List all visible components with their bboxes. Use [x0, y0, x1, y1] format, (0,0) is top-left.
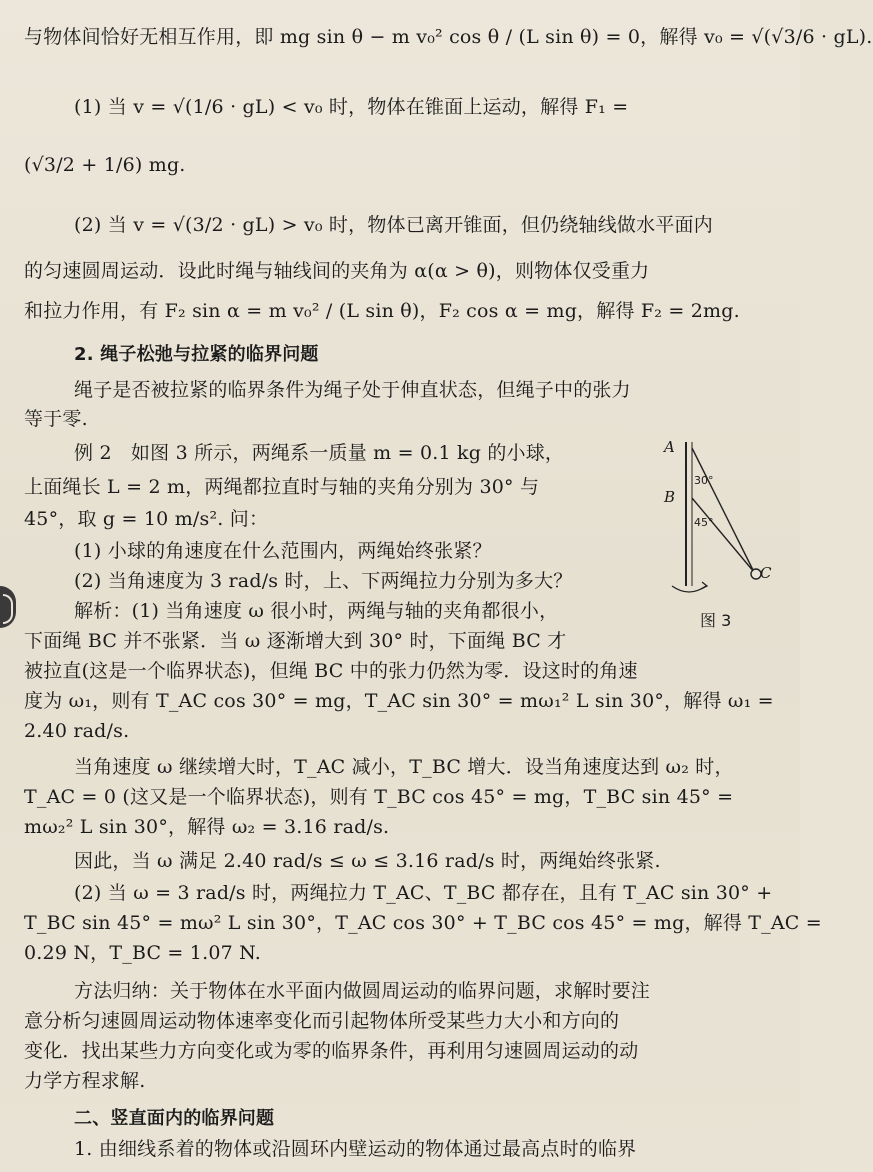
text-line: 2.40 rad/s. — [24, 720, 130, 742]
text-line: 变化．找出某些力方向变化或为零的临界条件，再利用匀速圆周运动的动 — [24, 1040, 639, 1062]
method-summary-line: 方法归纳：关于物体在水平面内做圆周运动的临界问题，求解时要注 — [74, 980, 651, 1002]
text-line: 与物体间恰好无相互作用，即 mg sin θ − m v₀² cos θ / (L sin θ) = 0，解得 v₀ = √(√3/6 · gL). — [24, 26, 873, 48]
figure-3-diagram — [642, 436, 772, 632]
text-line: (1) 当 v = √(1/6 · gL) < v₀ 时，物体在锥面上运动，解得 F₁ = — [74, 96, 629, 118]
text-line: (√3/2 + 1/6) mg. — [24, 154, 186, 176]
text-line: 绳子是否被拉紧的临界条件为绳子处于伸直状态，但绳子中的张力 — [74, 379, 631, 401]
text-line: 意分析匀速圆周运动物体速率变化而引起物体所受某些力大小和方向的 — [24, 1010, 620, 1032]
text-line: 的匀速圆周运动．设此时绳与轴线间的夹角为 α(α > θ)，则物体仅受重力 — [24, 260, 650, 282]
text-line: 1. 由细线系着的物体或沿圆环内壁运动的物体通过最高点时的临界 — [74, 1138, 637, 1160]
section-heading: 二、竖直面内的临界问题 — [74, 1108, 275, 1129]
text-line: 度为 ω₁，则有 T_AC cos 30° = mg，T_AC sin 30° = mω₁² L sin 30°，解得 ω₁ = — [24, 690, 774, 712]
text-line: T_BC sin 45° = mω² L sin 30°，T_AC cos 30° + T_BC cos 45° = mg，解得 T_AC = — [24, 912, 822, 934]
text-line: (2) 当 v = √(3/2 · gL) > v₀ 时，物体已离开锥面，但仍绕轴线做水平面内 — [74, 214, 713, 236]
text-line: 上面绳长 L = 2 m，两绳都拉直时与轴的夹角分别为 30° 与 — [24, 476, 540, 498]
text-line: T_AC = 0 (这又是一个临界状态)，则有 T_BC cos 45° = mg，T_BC sin 45° = — [24, 786, 734, 808]
rotation-arrow — [672, 586, 706, 592]
angle-30: 30° — [694, 474, 714, 487]
solution-line: 解析：(1) 当角速度 ω 很小时，两绳与轴的夹角都很小， — [74, 600, 559, 622]
rope-diagram-svg — [642, 436, 772, 632]
label-a: A — [664, 438, 675, 456]
example-title: 例 2 如图 3 所示，两绳系一质量 m = 0.1 kg 的小球， — [74, 442, 565, 464]
section-heading: 2. 绳子松弛与拉紧的临界问题 — [74, 344, 319, 365]
text-line: 等于零. — [24, 408, 88, 430]
text-line: 和拉力作用，有 F₂ sin α = m v₀² / (L sin θ)，F₂ cos α = mg，解得 F₂ = 2mg. — [24, 300, 740, 322]
text-line: 力学方程求解. — [24, 1070, 146, 1092]
text-line: (2) 当角速度为 3 rad/s 时，上、下两绳拉力分别为多大？ — [74, 570, 573, 592]
label-b: B — [664, 488, 676, 506]
text-line: 45°，取 g = 10 m/s². 问： — [24, 508, 269, 530]
text-line: 下面绳 BC 并不张紧．当 ω 逐渐增大到 30° 时，下面绳 BC 才 — [24, 630, 567, 652]
angle-45: 45° — [694, 516, 714, 529]
text-line: 因此，当 ω 满足 2.40 rad/s ≤ ω ≤ 3.16 rad/s 时，两绳始终张紧. — [74, 850, 661, 872]
text-line: (2) 当 ω = 3 rad/s 时，两绳拉力 T_AC、T_BC 都存在，且有 T_AC sin 30° + — [74, 882, 773, 904]
text-line: mω₂² L sin 30°，解得 ω₂ = 3.16 rad/s. — [24, 816, 390, 838]
page-tab-marker — [0, 586, 16, 628]
text-line: (1) 小球的角速度在什么范围内，两绳始终张紧？ — [74, 540, 492, 562]
label-c: C — [760, 564, 772, 582]
text-line: 被拉直(这是一个临界状态)，但绳 BC 中的张力仍然为零．设这时的角速 — [24, 660, 638, 682]
text-line: 0.29 N，T_BC = 1.07 N. — [24, 942, 261, 964]
figure-caption: 图 3 — [700, 611, 732, 630]
text-line: 当角速度 ω 继续增大时，T_AC 减小，T_BC 增大．设当角速度达到 ω₂ 时， — [74, 756, 734, 778]
